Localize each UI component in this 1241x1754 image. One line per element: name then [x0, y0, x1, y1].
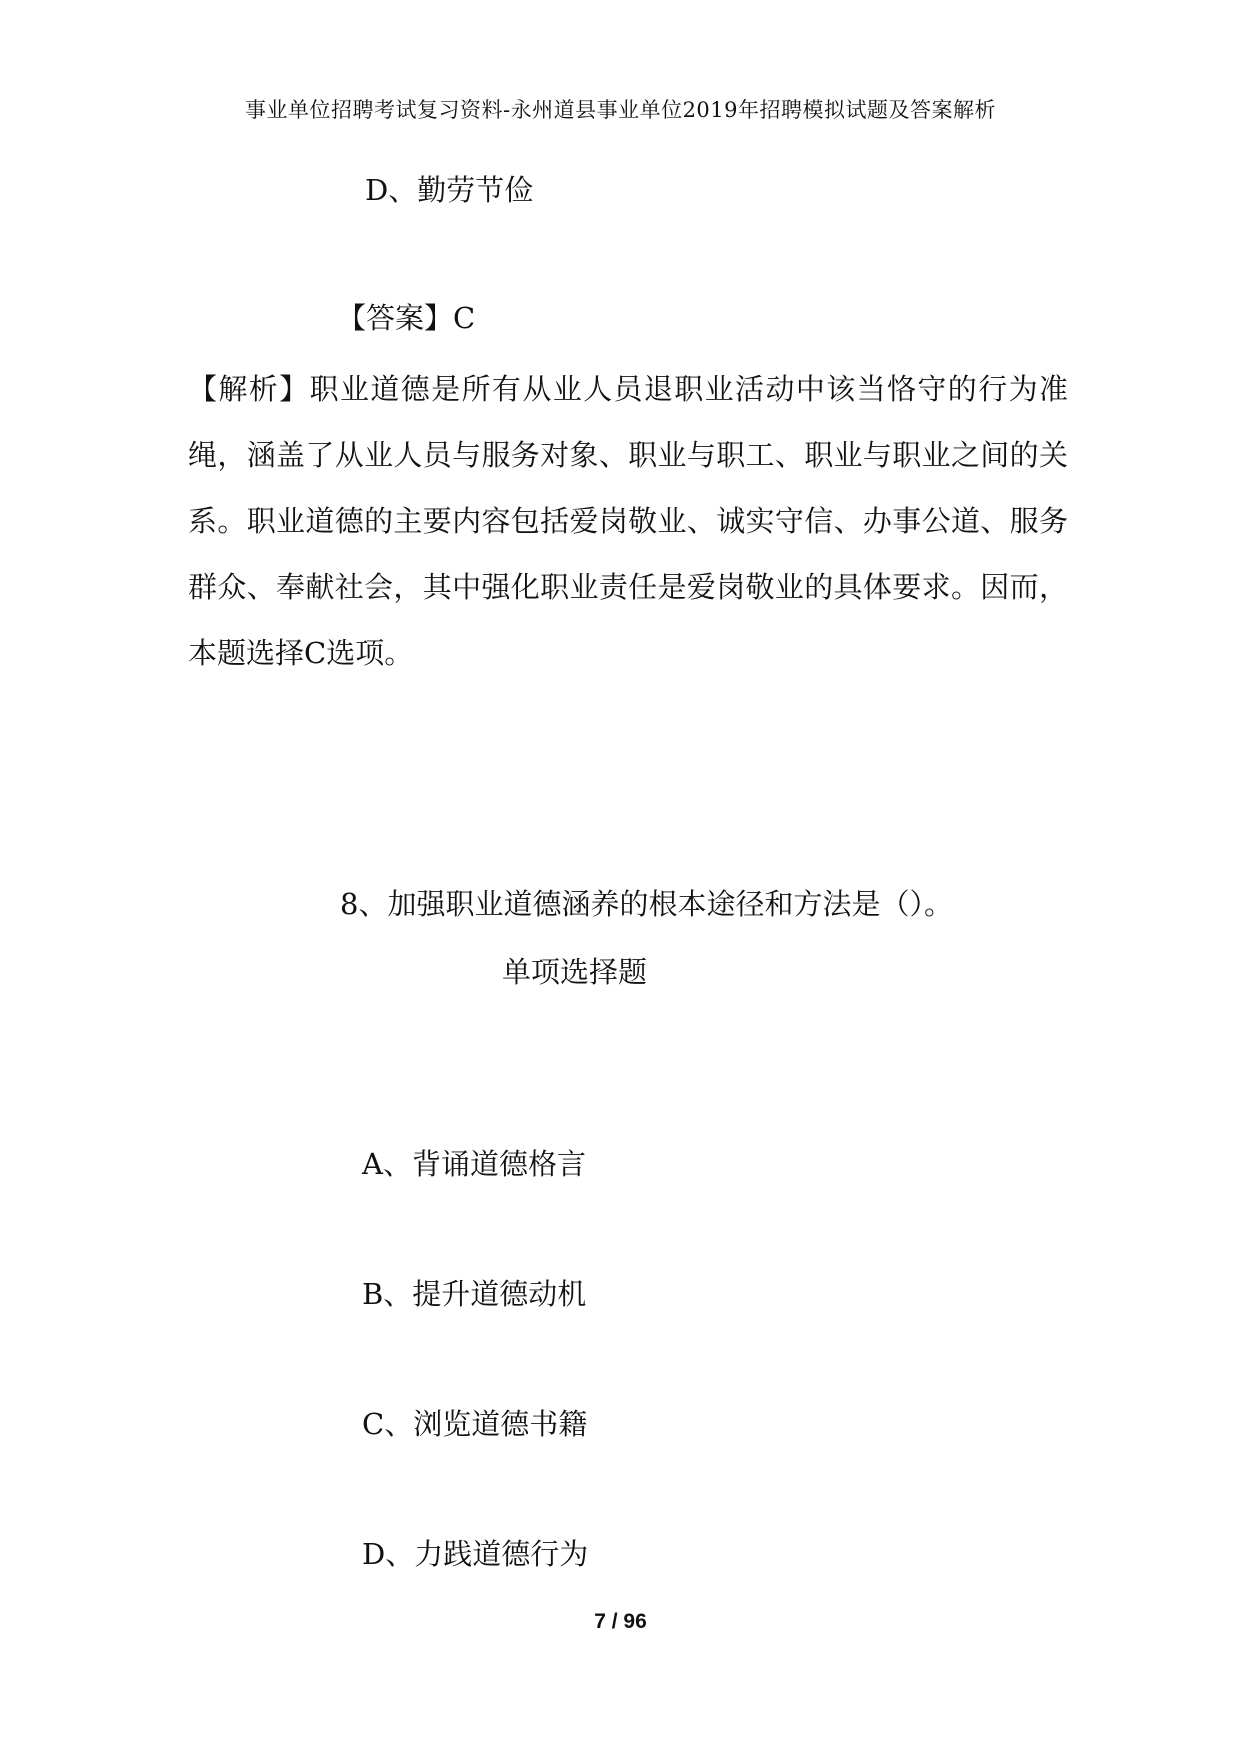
page-number: 7 / 96 — [594, 1610, 647, 1633]
question-stem: 8、加强职业道德涵养的根本途径和方法是（）。 — [340, 887, 953, 921]
option-d: D、力践道德行为 — [362, 1537, 589, 1571]
option-a: A、背诵道德格言 — [362, 1147, 586, 1181]
option-b: B、提升道德动机 — [362, 1277, 587, 1311]
analysis-paragraph: 【解析】职业道德是所有从业人员退职业活动中该当恪守的行为准绳，涵盖了从业人员与服务对象、职业与职工、职业与职业之间的关系。职业道德的主要内容包括爱岗敬业、诚实守信、办事公道、服务群众、奉献社会，其中强化职业责任是爱岗敬业的具体要求。因而，本题选择C选项。 — [188, 372, 1068, 670]
option-c: C、浏览道德书籍 — [362, 1407, 588, 1441]
document-header: 事业单位招聘考试复习资料-永州道县事业单位2019年招聘模拟试题及答案解析 — [244, 98, 997, 122]
answer-label: 【答案】C — [337, 301, 476, 335]
option-d-prev: D、勤劳节俭 — [365, 173, 534, 207]
question-type: 单项选择题 — [502, 955, 648, 989]
